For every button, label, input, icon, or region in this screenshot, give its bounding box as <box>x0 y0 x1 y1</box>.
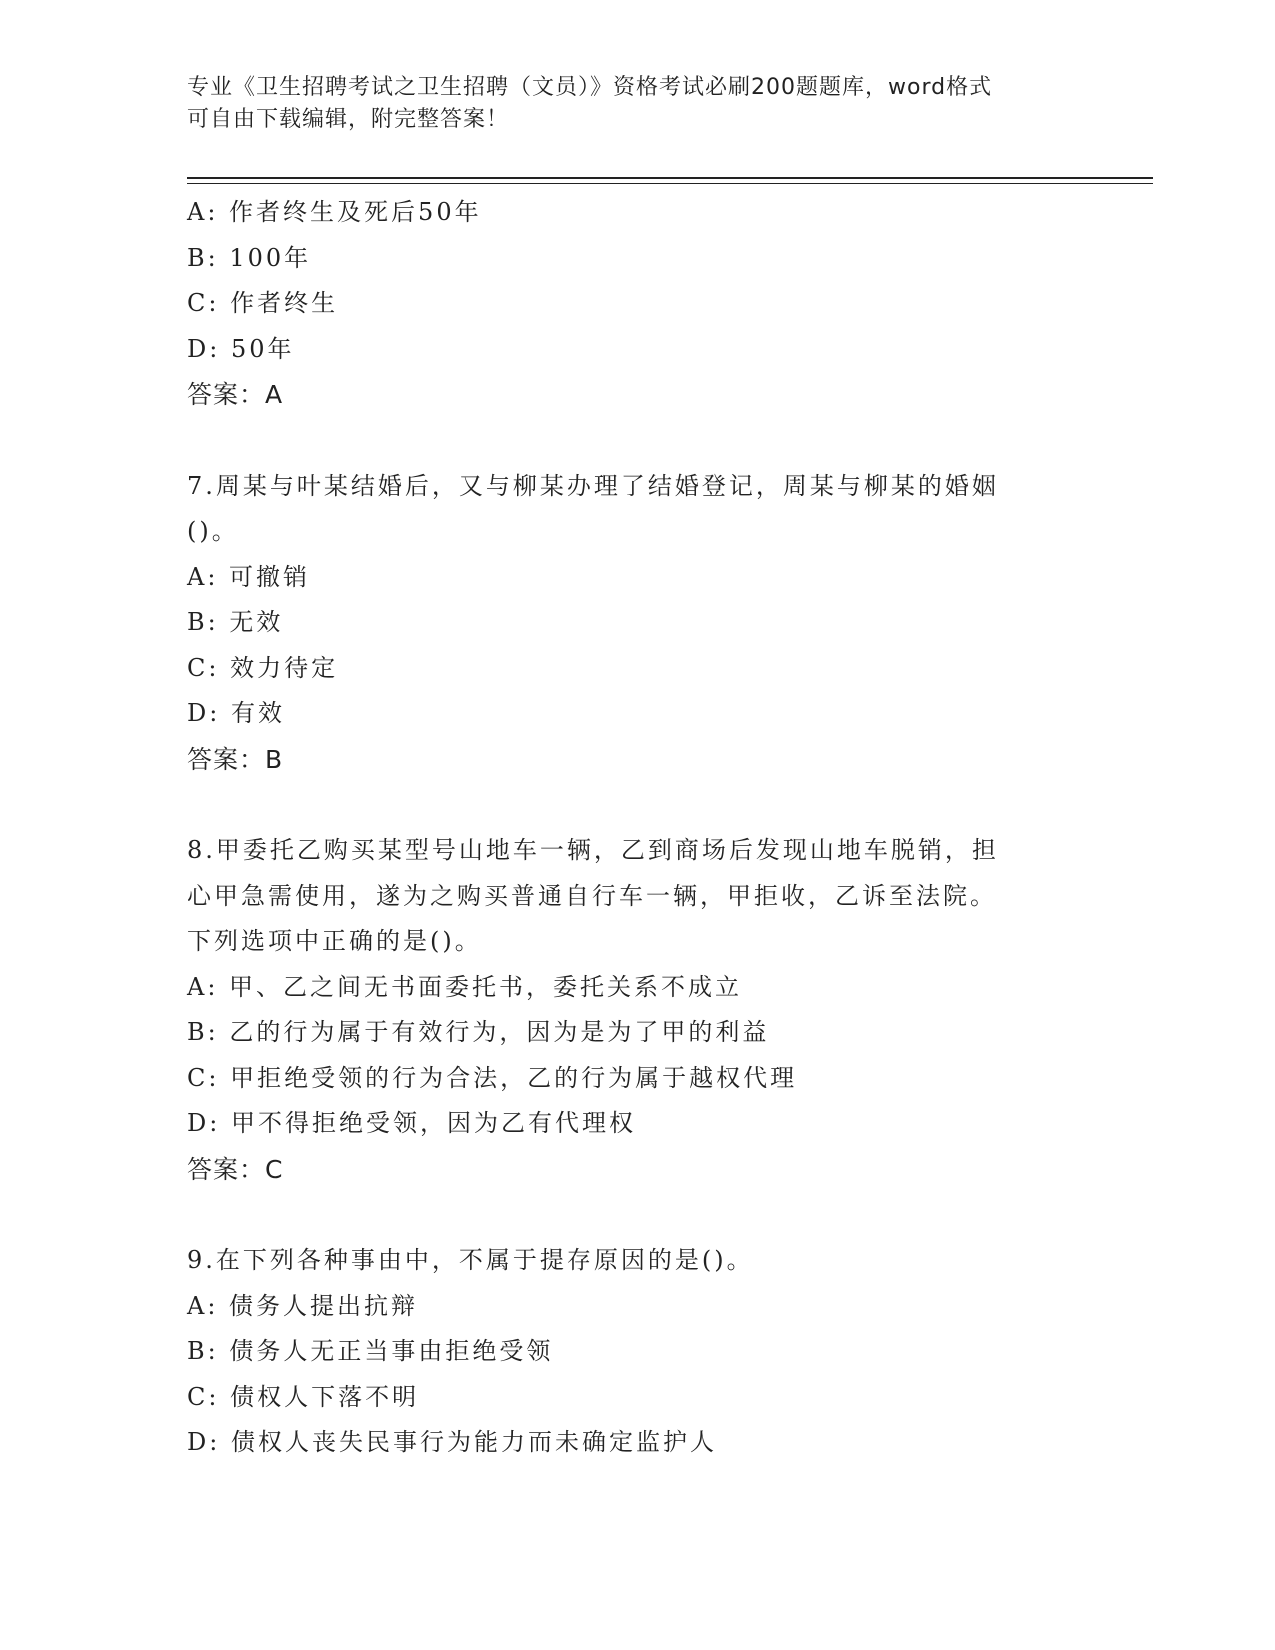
header-line-1: 专业《卫生招聘考试之卫生招聘（文员）》资格考试必刷200题题库，word格式 <box>187 75 993 100</box>
option-a: A: 甲、乙之间无书面委托书，委托关系不成立 <box>187 972 743 1001</box>
option-b: B: 100年 <box>187 243 312 272</box>
option-c: C: 债权人下落不明 <box>187 1382 420 1411</box>
question-text-line: ()。 <box>187 517 239 545</box>
option-d: D: 有效 <box>187 699 285 727</box>
option-b: B: 无效 <box>187 608 284 636</box>
option-d: D: 甲不得拒绝受领，因为乙有代理权 <box>187 1109 636 1137</box>
answer-line: 答案：C <box>187 1154 284 1184</box>
question-text-line: 心甲急需使用，遂为之购买普通自行车一辆，甲拒收，乙诉至法院。 <box>187 881 997 910</box>
header-divider-thick <box>187 177 1153 179</box>
question-9 <box>187 1238 1067 1466</box>
document-header <box>187 72 1067 136</box>
question-7 <box>187 464 1067 783</box>
question-8 <box>187 828 1067 1192</box>
document-body <box>187 190 1067 1466</box>
option-c: C: 作者终生 <box>187 289 339 317</box>
option-a: A: 可撤销 <box>187 562 311 591</box>
option-c: C: 甲拒绝受领的行为合法，乙的行为属于越权代理 <box>187 1063 798 1092</box>
question-text-line: 7.周某与叶某结婚后，又与柳某办理了结婚登记，周某与柳某的婚姻 <box>187 471 999 500</box>
option-b: B: 乙的行为属于有效行为，因为是为了甲的利益 <box>187 1018 770 1046</box>
question-text-line: 9.在下列各种事由中，不属于提存原因的是()。 <box>187 1246 754 1274</box>
spacer <box>187 782 1067 828</box>
question-text-line: 下列选项中正确的是()。 <box>187 927 482 955</box>
option-c: C: 效力待定 <box>187 653 339 682</box>
question-6-continued <box>187 190 1067 418</box>
spacer <box>187 418 1067 464</box>
question-text-line: 8.甲委托乙购买某型号山地车一辆，乙到商场后发现山地车脱销，担 <box>187 836 999 864</box>
answer-line: 答案：B <box>187 744 284 774</box>
header-line-2: 可自由下载编辑，附完整答案！ <box>187 107 510 132</box>
answer-line: 答案：A <box>187 380 284 409</box>
option-b: B: 债务人无正当事由拒绝受领 <box>187 1337 554 1365</box>
spacer <box>187 1192 1067 1238</box>
option-d: D: 债权人丧失民事行为能力而未确定监护人 <box>187 1428 717 1456</box>
option-a: A: 作者终生及死后50年 <box>187 198 482 226</box>
option-d: D: 50年 <box>187 334 295 363</box>
option-a: A: 债务人提出抗辩 <box>187 1291 419 1320</box>
header-divider-thin <box>187 183 1153 184</box>
